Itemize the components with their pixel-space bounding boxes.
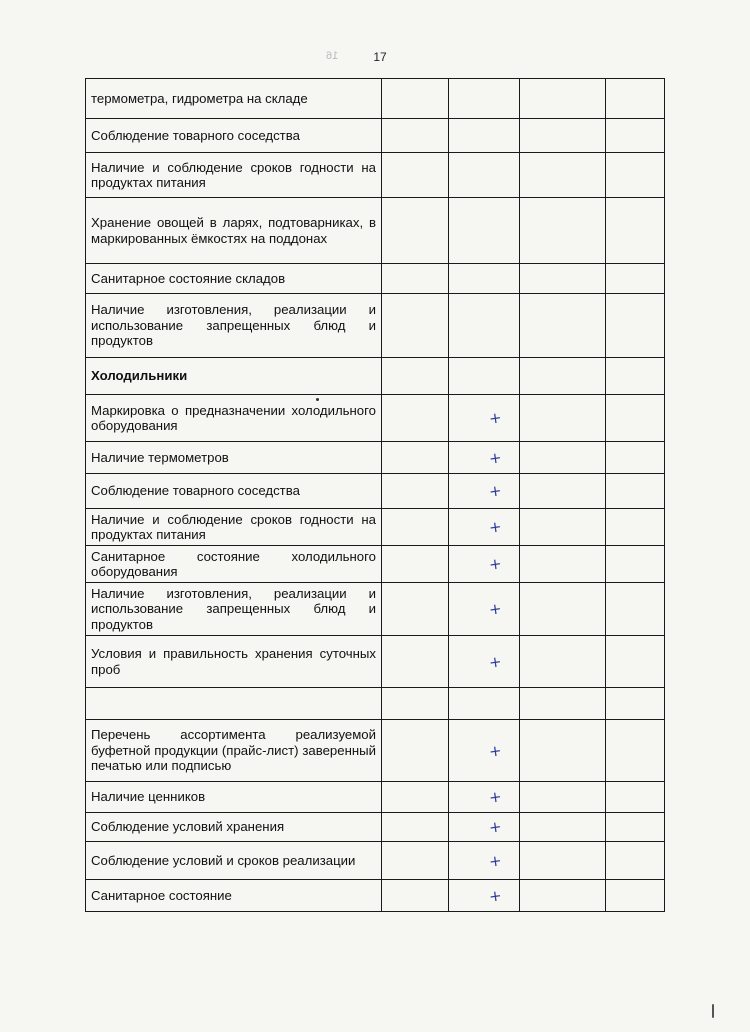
check-cell: [520, 546, 606, 583]
check-cell: [520, 153, 606, 198]
table-row: [86, 358, 665, 395]
handwritten-check-mark: +: [487, 817, 503, 837]
check-cell: [606, 474, 665, 509]
check-cell: [382, 509, 449, 546]
check-cell: [606, 442, 665, 474]
check-cell: [606, 842, 665, 880]
check-cell: [382, 119, 449, 153]
check-cell: [382, 782, 449, 813]
criterion-label: [86, 688, 382, 720]
table-row: [86, 119, 665, 153]
check-cell: [382, 546, 449, 583]
criterion-label: Наличие ценников: [86, 782, 382, 813]
check-cell: [520, 442, 606, 474]
check-cell: [606, 153, 665, 198]
table-row: [86, 442, 665, 474]
criterion-label: Маркировка о предназначении холодильного оборудования: [86, 395, 382, 442]
table-row: [86, 688, 665, 720]
check-cell: [520, 782, 606, 813]
page-number: 17: [373, 50, 387, 64]
checklist-table: [85, 78, 665, 912]
check-cell: [520, 583, 606, 636]
handwritten-check-mark: +: [487, 651, 503, 672]
table-row: [86, 782, 665, 813]
check-cell: [382, 79, 449, 119]
handwritten-check-mark: +: [487, 408, 503, 428]
criterion-label: Соблюдение товарного соседства: [86, 119, 382, 153]
check-cell: [449, 546, 520, 583]
check-cell: [382, 688, 449, 720]
criterion-label: термометра, гидрометра на складе: [86, 79, 382, 119]
check-cell: [520, 79, 606, 119]
check-cell: [449, 782, 520, 813]
check-cell: [520, 636, 606, 688]
check-cell: [520, 842, 606, 880]
check-cell: [606, 813, 665, 842]
criterion-label: Соблюдение условий и сроков реализации: [86, 842, 382, 880]
table-row: [86, 474, 665, 509]
check-cell: [520, 119, 606, 153]
check-cell: [449, 119, 520, 153]
check-cell: [520, 474, 606, 509]
check-cell: [382, 294, 449, 358]
handwritten-check-mark: +: [487, 599, 503, 619]
check-cell: [606, 119, 665, 153]
handwritten-check-mark: +: [487, 740, 503, 761]
check-cell: [606, 79, 665, 119]
check-cell: [606, 583, 665, 636]
check-cell: [606, 358, 665, 395]
check-cell: [520, 880, 606, 912]
check-cell: [606, 546, 665, 583]
check-cell: [606, 880, 665, 912]
check-cell: [520, 813, 606, 842]
criterion-label: Перечень ассортимента реализуемой буфетной продукции (прайс-лист) заверенный печатью или подписью: [86, 720, 382, 782]
check-cell: [449, 442, 520, 474]
check-cell: [449, 395, 520, 442]
criterion-label: Санитарное состояние: [86, 880, 382, 912]
table-row: [86, 198, 665, 264]
check-cell: [449, 358, 520, 395]
check-cell: [382, 264, 449, 294]
criterion-label: Наличие термометров: [86, 442, 382, 474]
check-cell: [449, 79, 520, 119]
check-cell: [520, 358, 606, 395]
check-cell: [449, 583, 520, 636]
check-cell: [520, 198, 606, 264]
check-cell: [606, 688, 665, 720]
check-cell: [520, 294, 606, 358]
check-cell: [449, 509, 520, 546]
table-row: [86, 842, 665, 880]
check-cell: [382, 583, 449, 636]
criterion-label: Наличие изготовления, реализации и использование запрещенных блюд и продуктов: [86, 583, 382, 636]
section-heading: Холодильники: [86, 358, 382, 395]
check-cell: [606, 636, 665, 688]
check-cell: [382, 720, 449, 782]
criterion-label: Соблюдение товарного соседства: [86, 474, 382, 509]
criterion-label: Санитарное состояние складов: [86, 264, 382, 294]
check-cell: [606, 395, 665, 442]
check-cell: [449, 474, 520, 509]
table-row: [86, 880, 665, 912]
check-cell: [606, 198, 665, 264]
table-row: [86, 636, 665, 688]
criterion-label: Наличие изготовления, реализации и использование запрещенных блюд и продуктов: [86, 294, 382, 358]
check-cell: [449, 813, 520, 842]
table-row: [86, 79, 665, 119]
check-cell: [449, 264, 520, 294]
handwritten-check-mark: +: [487, 517, 503, 537]
handwritten-check-mark: +: [487, 850, 503, 871]
check-cell: [449, 198, 520, 264]
check-cell: [449, 842, 520, 880]
criterion-label: Санитарное состояние холодильного оборудования: [86, 546, 382, 583]
check-cell: [520, 264, 606, 294]
check-cell: [449, 720, 520, 782]
handwritten-check-mark: +: [487, 787, 503, 807]
check-cell: [449, 636, 520, 688]
criterion-label: Наличие и соблюдение сроков годности на продуктах питания: [86, 509, 382, 546]
table-row: [86, 546, 665, 583]
check-cell: [449, 153, 520, 198]
handwritten-check-mark: +: [487, 447, 503, 468]
check-cell: [449, 688, 520, 720]
check-cell: [449, 880, 520, 912]
table-row: [86, 813, 665, 842]
stray-dot: [712, 1004, 714, 1018]
check-cell: [520, 688, 606, 720]
check-cell: [606, 509, 665, 546]
check-cell: [382, 198, 449, 264]
check-cell: [382, 395, 449, 442]
check-cell: [606, 720, 665, 782]
table-row: [86, 395, 665, 442]
bleed-through-page-number: 16: [326, 50, 339, 62]
stray-dot: [316, 398, 319, 401]
check-cell: [520, 720, 606, 782]
table-row: [86, 153, 665, 198]
handwritten-check-mark: +: [487, 885, 503, 906]
check-cell: [382, 842, 449, 880]
table-row: [86, 720, 665, 782]
handwritten-check-mark: +: [487, 554, 503, 574]
check-cell: [520, 509, 606, 546]
check-cell: [606, 264, 665, 294]
criterion-label: Наличие и соблюдение сроков годности на продуктах питания: [86, 153, 382, 198]
check-cell: [382, 358, 449, 395]
criterion-label: Условия и правильность хранения суточных проб: [86, 636, 382, 688]
check-cell: [382, 880, 449, 912]
criterion-label: Соблюдение условий хранения: [86, 813, 382, 842]
check-cell: [382, 636, 449, 688]
check-cell: [449, 294, 520, 358]
check-cell: [606, 782, 665, 813]
table-row: [86, 264, 665, 294]
table-row: [86, 294, 665, 358]
table-row: [86, 509, 665, 546]
criterion-label: Хранение овощей в ларях, подтоварниках, в маркированных ёмкостях на поддонах: [86, 198, 382, 264]
check-cell: [382, 813, 449, 842]
table-row: [86, 583, 665, 636]
check-cell: [606, 294, 665, 358]
check-cell: [520, 395, 606, 442]
check-cell: [382, 153, 449, 198]
check-cell: [382, 442, 449, 474]
check-cell: [382, 474, 449, 509]
handwritten-check-mark: +: [487, 481, 503, 501]
